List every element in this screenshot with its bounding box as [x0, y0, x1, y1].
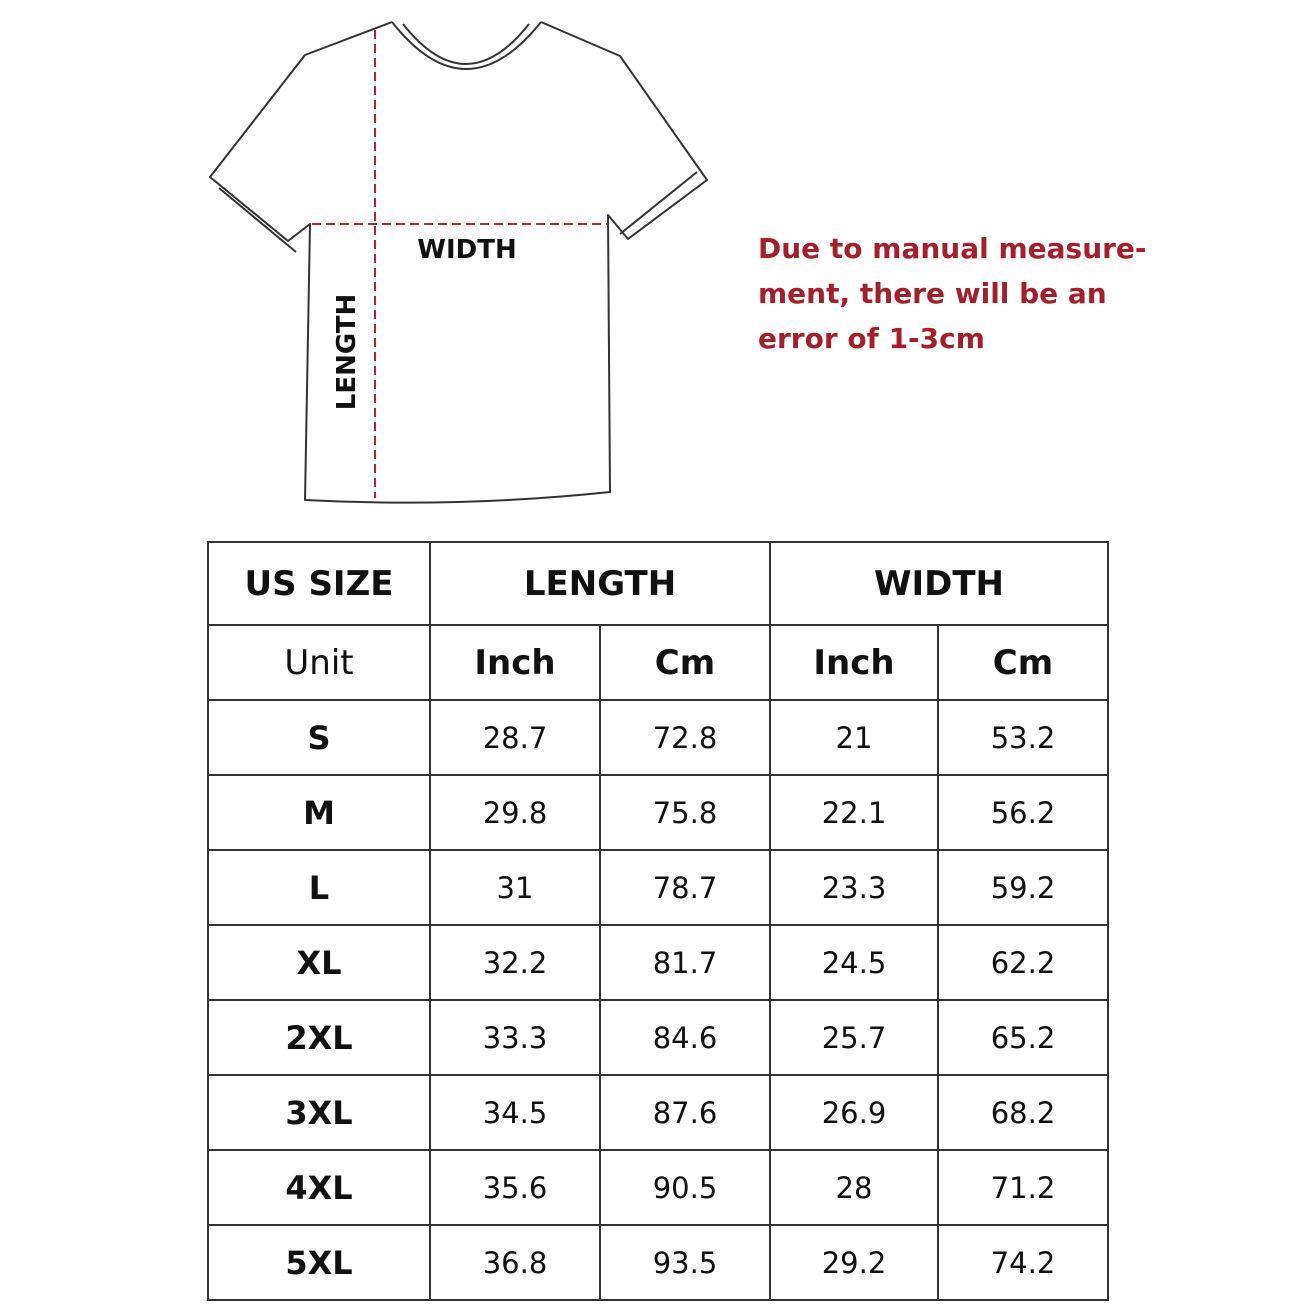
length-cm-cell: 78.7 — [600, 850, 770, 925]
size-cell: 4XL — [208, 1150, 430, 1225]
width-label: WIDTH — [417, 235, 517, 265]
length-header: LENGTH — [430, 542, 770, 625]
length-cm-cell: 84.6 — [600, 1000, 770, 1075]
width-inch-cell: 23.3 — [770, 850, 938, 925]
note-line: error of 1-3cm — [758, 322, 985, 355]
unit-header: Unit — [208, 625, 430, 700]
length-inch-cell: 34.5 — [430, 1075, 600, 1150]
length-label: LENGTH — [332, 293, 362, 411]
length-inch-cell: 36.8 — [430, 1225, 600, 1300]
length-cm-cell: 93.5 — [600, 1225, 770, 1300]
size-table — [207, 541, 1109, 1301]
tshirt-right-sleeve-hem — [620, 172, 697, 234]
table-unit-row — [208, 625, 1108, 700]
width-inch-cell: 24.5 — [770, 925, 938, 1000]
tshirt-collar-outer — [392, 22, 541, 69]
width-cm-cell: 62.2 — [938, 925, 1108, 1000]
table-row — [208, 1150, 1108, 1225]
width-inch-cell: 26.9 — [770, 1075, 938, 1150]
width-inch-cell: 25.7 — [770, 1000, 938, 1075]
size-cell: 5XL — [208, 1225, 430, 1300]
length-cm-cell: 75.8 — [600, 775, 770, 850]
size-cell: XL — [208, 925, 430, 1000]
note-line: Due to manual measure- — [758, 232, 1147, 265]
width-inch-cell: 28 — [770, 1150, 938, 1225]
length-inch-cell: 31 — [430, 850, 600, 925]
table-row — [208, 700, 1108, 775]
width-inch-cell: 21 — [770, 700, 938, 775]
width-cm-cell: 68.2 — [938, 1075, 1108, 1150]
table-row — [208, 1075, 1108, 1150]
width-cm-cell: 74.2 — [938, 1225, 1108, 1300]
width-cm-cell: 59.2 — [938, 850, 1108, 925]
length-cm-cell: 72.8 — [600, 700, 770, 775]
size-cell: 2XL — [208, 1000, 430, 1075]
size-cell: M — [208, 775, 430, 850]
width-cm-header: Cm — [938, 625, 1108, 700]
length-inch-header: Inch — [430, 625, 600, 700]
length-inch-cell: 29.8 — [430, 775, 600, 850]
length-inch-cell: 28.7 — [430, 700, 600, 775]
table-header-row — [208, 542, 1108, 625]
size-cell: L — [208, 850, 430, 925]
length-inch-cell: 35.6 — [430, 1150, 600, 1225]
length-cm-cell: 90.5 — [600, 1150, 770, 1225]
length-inch-cell: 32.2 — [430, 925, 600, 1000]
length-inch-cell: 33.3 — [430, 1000, 600, 1075]
table-row — [208, 925, 1108, 1000]
length-cm-header: Cm — [600, 625, 770, 700]
width-inch-header: Inch — [770, 625, 938, 700]
width-cm-cell: 53.2 — [938, 700, 1108, 775]
note-line: ment, there will be an — [758, 277, 1107, 310]
width-header: WIDTH — [770, 542, 1108, 625]
tshirt-left-sleeve-hem — [219, 188, 296, 252]
width-cm-cell: 65.2 — [938, 1000, 1108, 1075]
us-size-header: US SIZE — [208, 542, 430, 625]
table-row — [208, 1225, 1108, 1300]
length-cm-cell: 81.7 — [600, 925, 770, 1000]
table-row — [208, 775, 1108, 850]
tshirt-diagram — [0, 0, 760, 530]
width-cm-cell: 71.2 — [938, 1150, 1108, 1225]
width-inch-cell: 22.1 — [770, 775, 938, 850]
size-cell: 3XL — [208, 1075, 430, 1150]
tshirt-collar-inner — [403, 24, 529, 64]
length-cm-cell: 87.6 — [600, 1075, 770, 1150]
size-cell: S — [208, 700, 430, 775]
table-row — [208, 1000, 1108, 1075]
table-row — [208, 850, 1108, 925]
width-cm-cell: 56.2 — [938, 775, 1108, 850]
measurement-note — [758, 226, 1178, 361]
width-inch-cell: 29.2 — [770, 1225, 938, 1300]
